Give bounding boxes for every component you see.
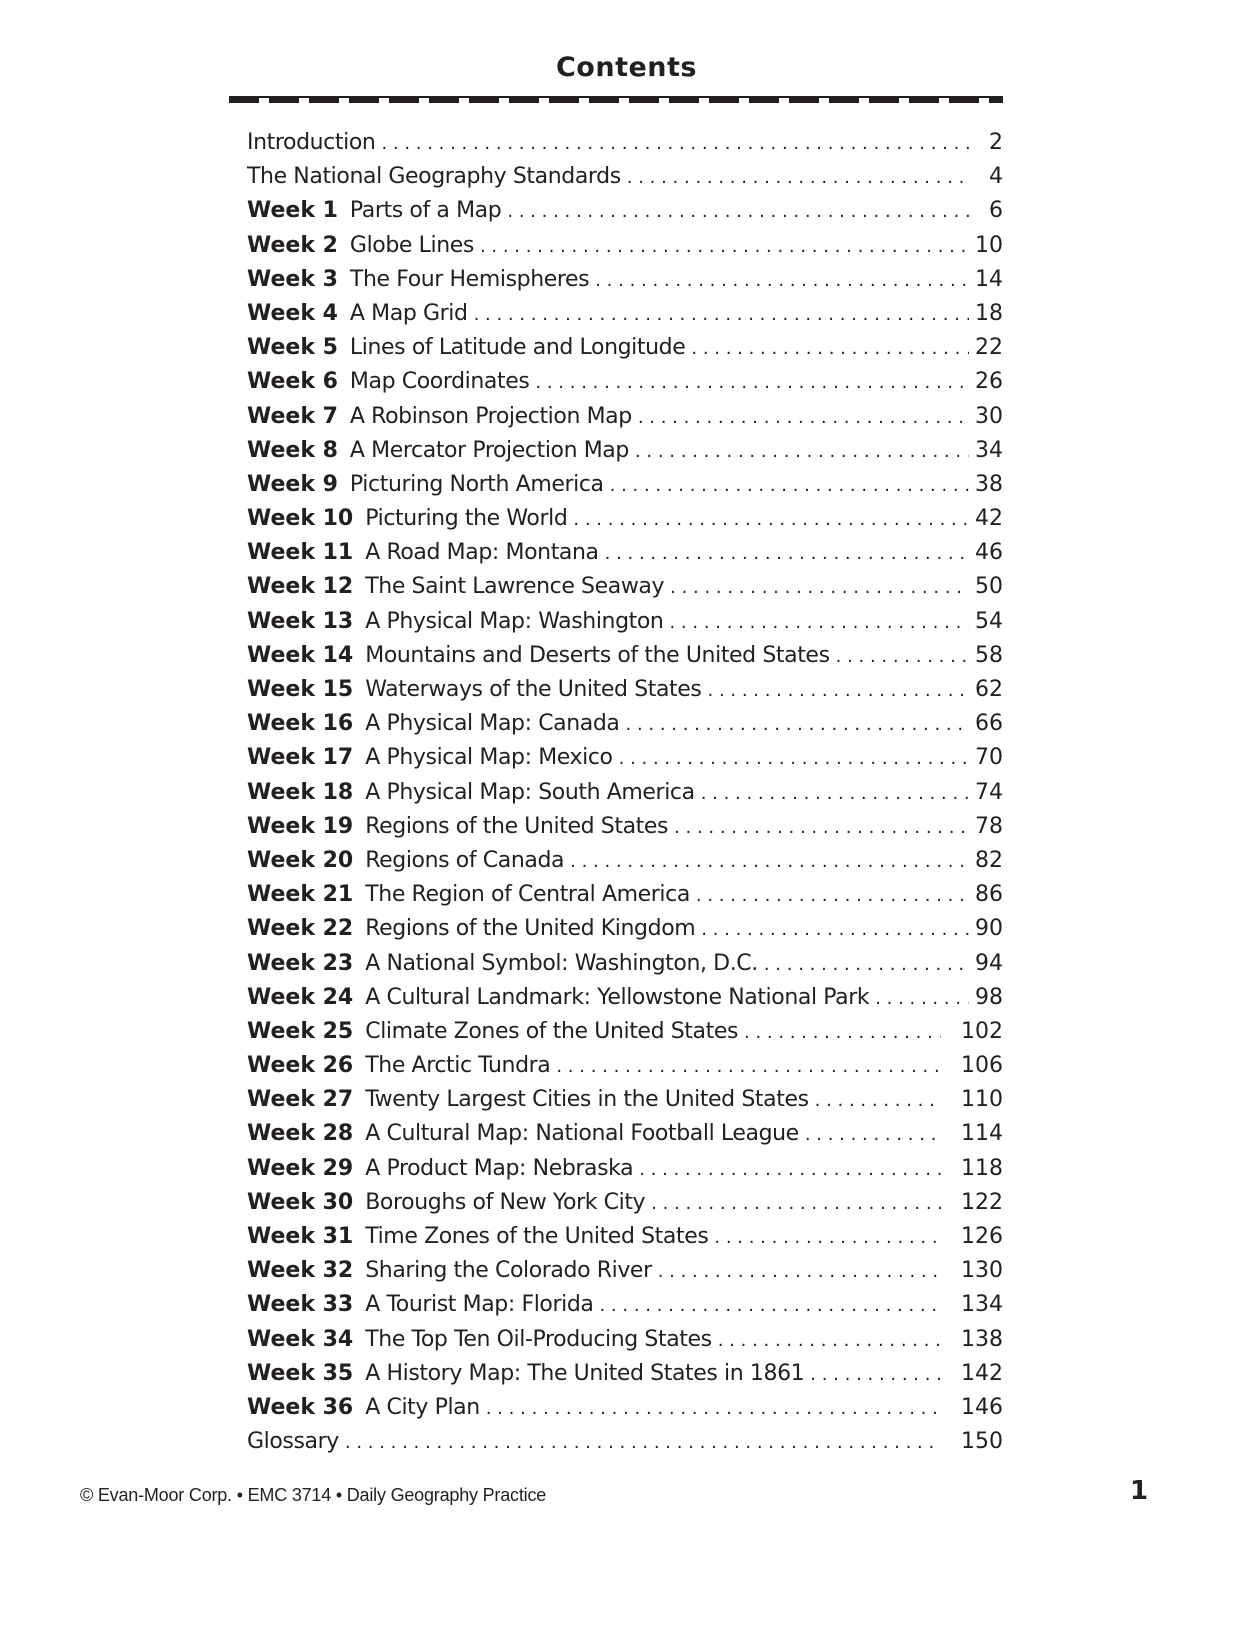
toc-topic: A City Plan (365, 1394, 480, 1420)
toc-dot-leader (619, 742, 969, 776)
toc-entry[interactable] (247, 263, 1003, 297)
toc-entry[interactable] (247, 707, 1003, 741)
toc-page-number: 130 (961, 1258, 1003, 1284)
toc-entry[interactable] (247, 1288, 1003, 1322)
toc-page-number: 90 (975, 916, 1003, 942)
toc-page-number: 18 (975, 300, 1003, 326)
toc-entry[interactable] (247, 1186, 1003, 1220)
toc-entry[interactable] (247, 1117, 1003, 1151)
toc-topic: Waterways of the United States (365, 677, 702, 702)
toc-week-label: Week 6 (247, 369, 338, 395)
toc-dot-leader (805, 1118, 941, 1152)
toc-topic: Regions of the United States (365, 813, 669, 839)
toc-entry[interactable] (247, 126, 1003, 160)
toc-week-label: Week 34 (247, 1326, 354, 1352)
toc-page-number: 102 (961, 1018, 1003, 1044)
toc-topic: A Physical Map: Canada (365, 711, 620, 737)
toc-entry[interactable] (247, 331, 1003, 365)
toc-topic: Twenty Largest Cities in the United States (365, 1087, 809, 1113)
toc-topic: Regions of Canada (365, 847, 565, 873)
toc-topic: Picturing North America (349, 471, 604, 497)
toc-entry[interactable] (247, 1254, 1003, 1288)
toc-page-number: 110 (961, 1087, 1003, 1113)
toc-page-number: 122 (961, 1189, 1003, 1215)
toc-week-label: Week 7 (247, 403, 338, 429)
toc-dot-leader (570, 845, 969, 879)
toc-entry[interactable] (247, 1049, 1003, 1083)
toc-topic: Picturing the World (365, 506, 568, 532)
toc-page-number: 118 (961, 1155, 1003, 1181)
toc-dot-leader (674, 811, 969, 845)
toc-dot-leader (836, 640, 969, 674)
toc-page-number: 126 (961, 1224, 1003, 1249)
toc-entry[interactable] (247, 673, 1003, 707)
toc-dot-leader (815, 1084, 941, 1118)
toc-dot-leader (635, 435, 969, 469)
toc-entry[interactable] (247, 400, 1003, 434)
toc-entry[interactable] (247, 229, 1003, 263)
toc-week-label: Week 36 (247, 1394, 354, 1420)
toc-entry[interactable] (247, 194, 1003, 228)
toc-entry[interactable] (247, 639, 1003, 673)
toc-topic: The Saint Lawrence Seaway (365, 574, 665, 600)
toc-dot-leader (381, 127, 969, 161)
toc-entry[interactable] (247, 365, 1003, 399)
toc-topic: The Arctic Tundra (365, 1053, 551, 1079)
toc-dot-leader (535, 366, 969, 400)
toc-entry[interactable] (247, 1391, 1003, 1425)
toc-week-label: Week 32 (247, 1258, 354, 1284)
toc-page-number: 46 (975, 540, 1003, 566)
page-number: 1 (1130, 1476, 1149, 1506)
toc-topic: A Cultural Landmark: Yellowstone National Park (365, 984, 870, 1010)
toc-topic: A Road Map: Montana (365, 540, 599, 566)
toc-week-label: Week 29 (247, 1155, 354, 1181)
toc-entry[interactable] (247, 776, 1003, 810)
toc-week-label: Week 35 (247, 1360, 354, 1386)
toc-entry[interactable] (247, 536, 1003, 570)
toc-entry[interactable] (247, 1323, 1003, 1357)
toc-page-number: 30 (975, 403, 1003, 429)
toc-topic: A Physical Map: Washington (365, 608, 664, 634)
toc-topic: A Mercator Projection Map (349, 437, 629, 463)
title-divider (229, 96, 1003, 103)
toc-week-label: Week 4 (247, 300, 338, 326)
toc-page-number: 150 (961, 1429, 1003, 1455)
toc-page-number: 22 (975, 335, 1003, 361)
toc-dot-leader (486, 1392, 941, 1426)
toc-week-label: Week 17 (247, 745, 354, 771)
toc-topic: The Top Ten Oil-Producing States (365, 1326, 712, 1352)
toc-topic: A Cultural Map: National Football League (365, 1121, 799, 1147)
toc-week-label: Week 19 (247, 813, 354, 839)
toc-topic: A Map Grid (349, 300, 468, 326)
toc-dot-leader (626, 708, 969, 742)
toc-entry[interactable] (247, 1425, 1003, 1459)
toc-page-number: 6 (989, 198, 1003, 224)
toc-topic: Climate Zones of the United States (365, 1018, 739, 1044)
toc-dot-leader (474, 298, 969, 332)
toc-entry[interactable] (247, 1357, 1003, 1391)
toc-week-label: Week 16 (247, 711, 354, 737)
toc-dot-leader (701, 777, 969, 811)
toc-dot-leader (556, 1050, 941, 1084)
toc-week-label: Week 28 (247, 1121, 354, 1147)
toc-page-number: 106 (961, 1053, 1003, 1079)
toc-week-label: Week 13 (247, 608, 354, 634)
toc-page-number: 94 (975, 950, 1003, 976)
toc-topic: Introduction (247, 130, 376, 155)
toc-topic: Boroughs of New York City (365, 1189, 646, 1215)
toc-entry[interactable] (247, 502, 1003, 536)
toc-page-number: 34 (975, 437, 1003, 463)
toc-dot-leader (670, 571, 969, 605)
toc-dot-leader (480, 230, 969, 264)
toc-dot-leader (610, 469, 969, 503)
toc-dot-leader (507, 195, 969, 229)
toc-dot-leader (599, 1289, 941, 1323)
toc-entry[interactable] (247, 912, 1003, 946)
toc-dot-leader (708, 674, 970, 708)
toc-dot-leader (696, 879, 969, 913)
toc-week-label: Week 10 (247, 506, 354, 532)
toc-dot-leader (651, 1187, 941, 1221)
toc-entry[interactable] (247, 434, 1003, 468)
toc-dot-leader (605, 537, 969, 571)
toc-topic: A Tourist Map: Florida (365, 1292, 594, 1318)
toc-entry[interactable] (247, 468, 1003, 502)
toc-page-number: 54 (975, 608, 1003, 634)
toc-week-label: Week 24 (247, 984, 354, 1010)
toc-entry[interactable] (247, 741, 1003, 775)
toc-page-number: 82 (975, 847, 1003, 873)
toc-topic: Globe Lines (349, 232, 474, 258)
toc-topic: A History Map: The United States in 1861 (365, 1360, 805, 1386)
toc-entry[interactable] (247, 810, 1003, 844)
toc-entry[interactable] (247, 1083, 1003, 1117)
toc-dot-leader (691, 332, 969, 366)
toc-topic: The Four Hemispheres (349, 266, 590, 292)
toc-entry[interactable] (247, 1015, 1003, 1049)
toc-page-number: 42 (975, 506, 1003, 532)
toc-topic: A Robinson Projection Map (349, 403, 632, 429)
toc-dot-leader (718, 1324, 941, 1358)
page-title: Contents (555, 52, 697, 83)
toc-entry[interactable] (247, 297, 1003, 331)
toc-topic: Lines of Latitude and Longitude (349, 335, 686, 361)
toc-week-label: Week 21 (247, 882, 354, 908)
toc-page-number: 4 (989, 164, 1003, 190)
toc-page-number: 86 (975, 882, 1003, 908)
toc-topic: A Physical Map: South America (365, 779, 695, 805)
toc-page-number: 66 (975, 711, 1003, 737)
toc-week-label: Week 1 (247, 198, 338, 224)
toc-dot-leader (658, 1255, 941, 1289)
toc-dot-leader (595, 264, 969, 298)
toc-page-number: 58 (975, 642, 1003, 668)
toc-week-label: Week 25 (247, 1018, 354, 1044)
toc-week-label: Week 26 (247, 1053, 354, 1079)
toc-dot-leader (701, 913, 969, 947)
toc-page-number: 146 (961, 1394, 1003, 1420)
toc-page-number: 98 (975, 984, 1003, 1010)
toc-week-label: Week 14 (247, 642, 354, 668)
toc-topic: Parts of a Map (349, 198, 502, 224)
toc-page-number: 38 (975, 471, 1003, 497)
toc-week-label: Week 2 (247, 232, 338, 258)
toc-week-label: Week 3 (247, 266, 338, 292)
toc-topic: A Physical Map: Mexico (365, 745, 613, 771)
toc-topic: The National Geography Standards (247, 164, 621, 190)
toc-dot-leader (875, 982, 969, 1016)
toc-dot-leader (627, 161, 969, 195)
toc-week-label: Week 30 (247, 1189, 354, 1215)
toc-week-label: Week 8 (247, 437, 338, 463)
toc-page-number: 138 (961, 1326, 1003, 1352)
toc-page-number: 114 (961, 1121, 1003, 1147)
toc-dot-leader (669, 606, 969, 640)
toc-week-label: Week 5 (247, 335, 338, 361)
toc-week-label: Week 12 (247, 574, 354, 600)
toc-dot-leader (573, 503, 969, 537)
toc-entry[interactable] (247, 1152, 1003, 1186)
toc-week-label: Week 33 (247, 1292, 354, 1318)
toc-page-number: 74 (975, 779, 1003, 805)
toc-topic: Mountains and Deserts of the United States (365, 642, 830, 668)
toc-page-number: 26 (975, 369, 1003, 395)
toc-entry[interactable] (247, 878, 1003, 912)
toc-dot-leader (345, 1426, 941, 1460)
toc-week-label: Week 15 (247, 677, 354, 702)
toc-week-label: Week 9 (247, 471, 338, 497)
toc-entry[interactable] (247, 570, 1003, 604)
toc-entry[interactable] (247, 947, 1003, 981)
toc-page-number: 2 (989, 130, 1003, 155)
toc-topic: Map Coordinates (349, 369, 530, 395)
toc-page-number: 134 (961, 1292, 1003, 1318)
table-of-contents (247, 126, 1003, 1459)
toc-week-label: Week 22 (247, 916, 354, 942)
toc-topic: A Product Map: Nebraska (365, 1155, 634, 1181)
toc-dot-leader (714, 1221, 941, 1255)
toc-week-label: Week 11 (247, 540, 354, 566)
toc-page-number: 62 (975, 677, 1003, 702)
toc-entry[interactable] (247, 160, 1003, 194)
toc-entry[interactable] (247, 605, 1003, 639)
toc-entry[interactable] (247, 1220, 1003, 1254)
toc-dot-leader (764, 948, 969, 982)
toc-page-number: 10 (975, 232, 1003, 258)
toc-page-number: 70 (975, 745, 1003, 771)
toc-page-number: 50 (975, 574, 1003, 600)
toc-topic: Sharing the Colorado River (365, 1258, 652, 1284)
toc-dot-leader (744, 1016, 941, 1050)
toc-topic: Glossary (247, 1429, 339, 1455)
toc-week-label: Week 31 (247, 1224, 354, 1249)
toc-topic: The Region of Central America (365, 882, 690, 908)
footer-credit: © Evan-Moor Corp. • EMC 3714 • Daily Geography Practice (80, 1485, 547, 1505)
toc-topic: Time Zones of the United States (365, 1224, 709, 1249)
toc-week-label: Week 20 (247, 847, 354, 873)
toc-page-number: 78 (975, 813, 1003, 839)
toc-page-number: 142 (961, 1360, 1003, 1386)
toc-week-label: Week 27 (247, 1087, 354, 1113)
toc-week-label: Week 18 (247, 779, 354, 805)
toc-entry[interactable] (247, 844, 1003, 878)
title-divider-dashed-line (229, 98, 1003, 103)
toc-dot-leader (810, 1358, 941, 1392)
toc-topic: A National Symbol: Washington, D.C. (365, 950, 758, 976)
toc-topic: Regions of the United Kingdom (365, 916, 696, 942)
toc-week-label: Week 23 (247, 950, 354, 976)
toc-dot-leader (638, 401, 969, 435)
toc-dot-leader (639, 1153, 941, 1187)
toc-entry[interactable] (247, 981, 1003, 1015)
toc-page-number: 14 (975, 266, 1003, 292)
